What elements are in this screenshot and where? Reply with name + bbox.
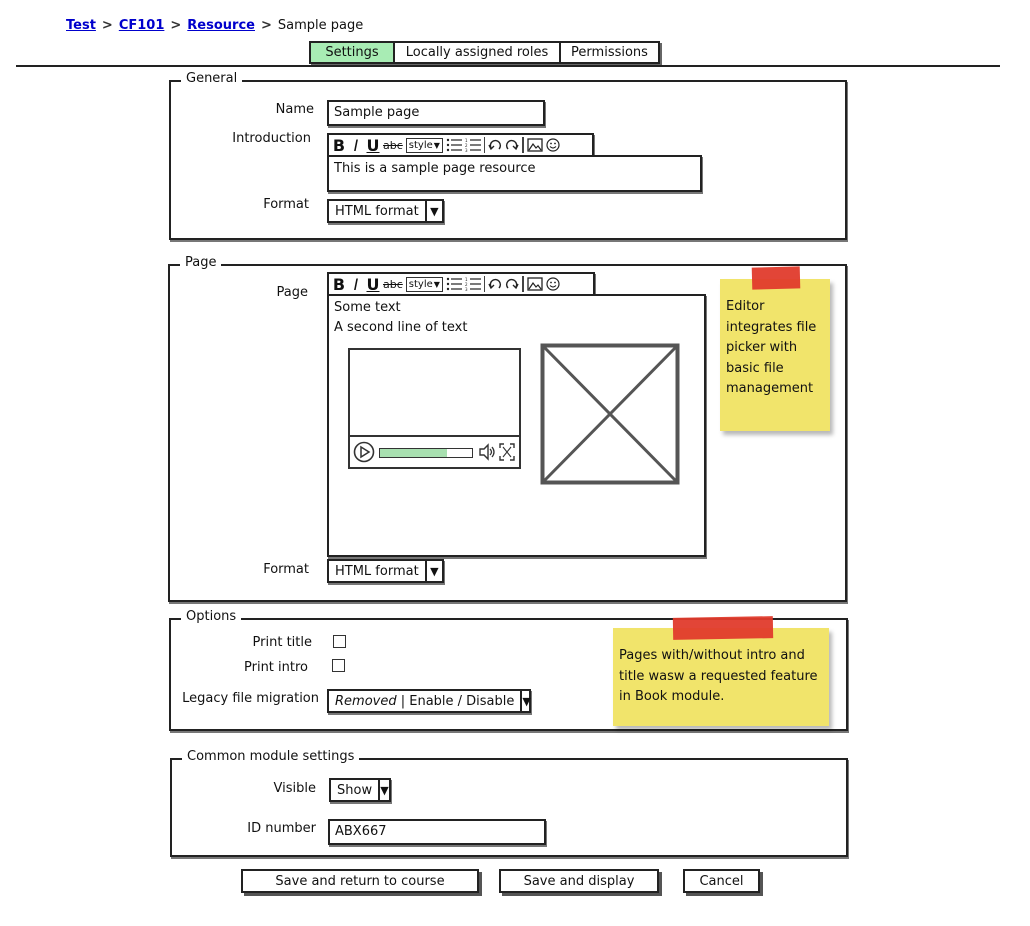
sticky-note-editor-text: Editor integrates file picker with basic file management [726,299,817,396]
video-controls [350,435,519,467]
legacy-file-migration-select[interactable] [327,689,531,713]
style-label: style [408,278,433,290]
toolbar-divider [484,137,486,153]
chevron-right-icon: > [170,18,182,33]
tab-settings[interactable]: Settings [309,41,393,64]
save-and-return-button[interactable]: Save and return to course [241,869,479,893]
video-progress-bar[interactable] [379,448,473,458]
undo-icon[interactable] [488,275,502,293]
name-input[interactable]: Sample page [327,100,545,126]
svg-text:1: 1 [464,138,468,143]
page-format-value: HTML format [335,564,419,579]
chevron-down-icon: ▼ [520,691,530,711]
name-label: Name [275,102,314,117]
cancel-button[interactable]: Cancel [683,869,760,893]
breadcrumb-link-cf101[interactable]: CF101 [118,18,165,33]
svg-text:3: 3 [464,148,468,152]
strikethrough-icon[interactable]: abc [383,138,403,152]
chevron-down-icon: ▼ [433,279,440,289]
svg-text:1: 1 [464,277,468,282]
breadcrumb-link-test[interactable]: Test [66,18,96,33]
play-icon[interactable] [353,441,375,467]
introduction-text: This is a sample page resource [334,161,536,176]
tab-bar [309,41,660,65]
volume-icon[interactable] [477,442,497,466]
image-icon[interactable] [527,275,543,293]
style-select[interactable] [406,138,443,153]
visible-value: Show [337,783,373,798]
chevron-right-icon: > [260,18,272,33]
general-format-value: HTML format [335,204,419,219]
page-format-label: Format [263,562,309,577]
print-title-label: Print title [252,635,312,650]
bullet-list-icon[interactable] [446,275,462,293]
italic-icon[interactable]: I [353,135,359,155]
visible-label: Visible [273,781,316,796]
underline-icon[interactable]: U [366,135,380,155]
toolbar-divider [484,276,486,292]
page-format-select[interactable] [327,559,444,583]
redo-icon[interactable] [505,275,519,293]
toolbar-divider [522,276,524,292]
print-intro-label: Print intro [244,660,308,675]
print-intro-checkbox[interactable] [332,659,345,672]
breadcrumb-link-resource[interactable]: Resource [187,18,255,33]
undo-icon[interactable] [488,136,502,154]
introduction-editor[interactable] [327,155,702,192]
bold-icon[interactable]: B [332,135,346,155]
breadcrumb [66,18,363,33]
sticky-note-editor [720,279,830,431]
image-icon[interactable] [527,136,543,154]
svg-text:2: 2 [464,143,468,148]
page-text-line-2: A second line of text [334,320,468,335]
save-and-display-button[interactable]: Save and display [499,869,659,893]
bullet-list-icon[interactable] [446,136,462,154]
breadcrumb-current: Sample page [277,18,364,33]
legend-general: General [181,71,242,86]
tab-locally-assigned-roles[interactable]: Locally assigned roles [393,41,559,64]
legacy-other-values: | Enable / Disable [396,694,515,709]
bold-icon[interactable]: B [332,274,346,294]
strikethrough-icon[interactable]: abc [383,277,403,291]
video-player[interactable] [348,348,521,469]
general-format-label: Format [263,197,309,212]
emoticon-icon[interactable] [546,136,560,154]
sticky-note-options-text: Pages with/without intro and title wasw a requested feature in Book module. [619,648,818,704]
sticky-tape [673,616,773,640]
svg-text:3: 3 [464,287,468,291]
style-label: style [408,139,433,151]
chevron-down-icon: ▼ [425,201,442,221]
print-title-checkbox[interactable] [333,635,346,648]
style-select[interactable] [406,277,443,292]
legacy-selected-value: Removed [335,694,397,709]
numbered-list-icon[interactable] [465,275,481,293]
chevron-down-icon: ▼ [433,140,440,150]
introduction-label: Introduction [232,131,311,146]
id-number-input[interactable]: ABX667 [328,819,546,845]
page-label: Page [276,285,308,300]
legend-common-module-settings: Common module settings [182,749,359,764]
numbered-list-icon[interactable] [465,136,481,154]
underline-icon[interactable]: U [366,274,380,294]
page-editor-toolbar [327,272,595,296]
tab-permissions[interactable]: Permissions [559,41,660,64]
redo-icon[interactable] [505,136,519,154]
image-placeholder-icon [540,343,680,489]
svg-text:2: 2 [464,282,468,287]
legacy-file-migration-value [329,691,520,711]
general-format-select[interactable] [327,199,444,223]
id-number-label: ID number [247,821,316,836]
visible-select[interactable] [329,778,391,802]
chevron-down-icon: ▼ [425,561,442,581]
fullscreen-icon[interactable] [498,442,516,466]
legend-options: Options [181,609,241,624]
legacy-file-migration-label: Legacy file migration [182,691,319,706]
legend-page: Page [180,255,221,270]
toolbar-divider [522,137,524,153]
chevron-right-icon: > [101,18,113,33]
emoticon-icon[interactable] [546,275,560,293]
chevron-down-icon: ▼ [378,780,389,800]
intro-editor-toolbar [327,133,594,157]
page-text-line-1: Some text [334,300,401,315]
header-divider [16,65,1000,67]
video-progress-fill [380,449,447,457]
sticky-note-options [613,628,829,726]
sticky-tape [752,266,801,289]
italic-icon[interactable]: I [353,274,359,294]
